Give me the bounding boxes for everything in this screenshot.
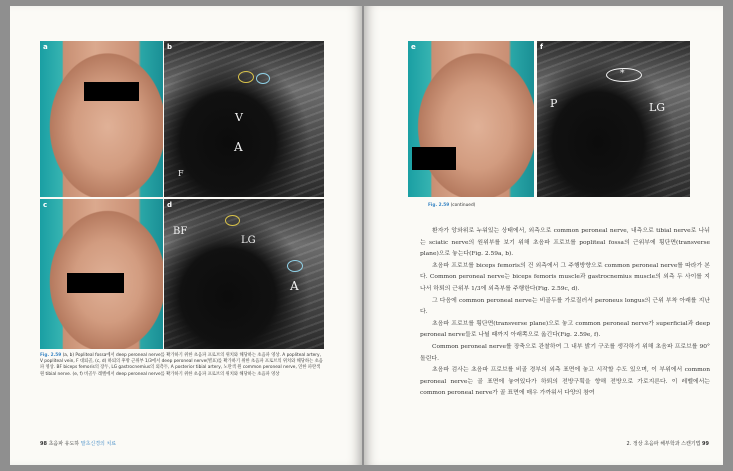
body-paragraph: 초음파 프로브를 biceps femoris의 건 외측에서 그 주행방향으로 common peroneal nerve를 따라가 본다. Common peroneal nerve는 biceps femoris muscle과 gastrocnemius muscle의 외측 두 사이를 지나서 하퇴의 근위부 1/3에 외측부를 주행한다(Fig. 2.59c, d).	[420, 262, 710, 292]
label-biceps-femoris: BF	[173, 226, 188, 237]
body-paragraph: 환자가 앙와위로 누워있는 상태에서, 외측으로 common peroneal nerve, 내측으로 tibial nerve로 나뉘는 sciatic nerve의 원위부를 보기 위해 초음파 프로브를 popliteal fossa의 근위부에 횡단면(transverse plane)으로 놓는다(Fig. 2.59a, b).	[420, 228, 710, 258]
page-footer-left	[40, 440, 116, 447]
body-paragraph: 그 다음에 common peroneal nerve는 비골두를 가로질러서 peroneus longus의 근위 부착 아래를 지난다.	[420, 297, 710, 316]
figure-number: Fig. 2.59	[428, 203, 450, 208]
panel-label-c: c	[43, 201, 48, 209]
asterisk-marker: *	[620, 69, 625, 79]
redaction-bar	[412, 147, 456, 170]
panel-label-b: b	[167, 43, 173, 51]
yellow-circle-marker	[225, 215, 240, 226]
redaction-bar	[84, 82, 139, 101]
blue-circle-marker	[256, 73, 270, 84]
label-peroneus: P	[550, 97, 558, 110]
photo-a	[40, 41, 163, 197]
figure-number: Fig. 2.59	[40, 353, 62, 358]
caption-text: (a, b) Popliteal fossa에서 deep peroneal nerve를 확가하기 위한 초음파 프로브의 위치와 해당하는 초음파 영상. A popliteal artery, V popliteal vein, F 대퇴골, (c, d) 하퇴의 후방 근위부 1/3에서 deep peroneal nerve(별표)를 확가하기 위한 초음파 프로브의 위치와 해당하는 초음파 영상. BF biceps femoris의 장두, LG gastrocnemius의 외측두, A posterior tibial artery, 노란색 원 common peroneal nerve, 연한 파란색 원 tibial nerve. (e, f) 비골두 레벨에서 deep peroneal nerve를 확가하기 위한 초음파 프로브의 위치와 해당하는 초음파 영상	[40, 353, 323, 377]
label-lateral-gastrocnemius: LG	[649, 101, 666, 114]
label-femur: F	[178, 169, 184, 178]
body-paragraph: 초음파 프로브를 횡단면(transverse plane)으로 놓고 common peroneal nerve가 superficial과 deep peroneal nerve들로 나뉠 때까지 아래쪽으로 옮긴다(Fig. 2.59e, f).	[420, 320, 710, 339]
label-vein: V	[235, 111, 243, 124]
yellow-circle-marker	[238, 71, 254, 83]
ultrasound-d	[164, 199, 324, 349]
label-lateral-gastrocnemius: LG	[241, 235, 256, 246]
right-page	[364, 6, 723, 465]
panel-label-e: e	[411, 43, 416, 51]
redaction-bar	[67, 273, 124, 293]
left-page	[10, 6, 362, 465]
figure-caption	[40, 353, 324, 378]
ultrasound-b	[164, 41, 324, 197]
panel-label-f: f	[540, 43, 544, 51]
book-title: 초음파 유도하	[48, 441, 80, 447]
panel-label-d: d	[167, 201, 173, 209]
photo-e	[408, 41, 534, 197]
blue-circle-marker	[287, 260, 303, 272]
caption-text: (continued)	[450, 203, 476, 208]
figure-caption-continued	[428, 203, 475, 209]
body-text	[420, 226, 710, 400]
chapter-title: 2. 정상 초음파 해부학과 스캔기법	[626, 441, 701, 447]
label-artery: A	[290, 279, 299, 293]
body-paragraph: Common peroneal nerve를 장축으로 관찰하여 그 내부 밝기 구조를 생각하기 위해 초음파 프로브를 90° 돌린다.	[420, 343, 710, 362]
page-number: 99	[702, 441, 709, 447]
label-artery: A	[234, 140, 243, 154]
ultrasound-f	[537, 41, 690, 197]
running-title: 말초신경의 치료	[80, 441, 117, 447]
body-paragraph: 초음파 검사는 초음파 프로브를 비골 경부의 외측 표면에 놓고 시작할 수도 있으며, 이 부위에서 common peroneal nerve는 골 표면에 놓여있다가 하퇴의 전방구획을 향해 전방으로 가로지른다. 이 레벨에서는 common peroneal nerve가 골 표면에 매우 가까워서 다양의 참여	[420, 367, 710, 397]
page-number: 98	[40, 441, 47, 447]
photo-c	[40, 199, 163, 349]
panel-label-a: a	[43, 43, 48, 51]
page-footer-right	[627, 440, 709, 447]
